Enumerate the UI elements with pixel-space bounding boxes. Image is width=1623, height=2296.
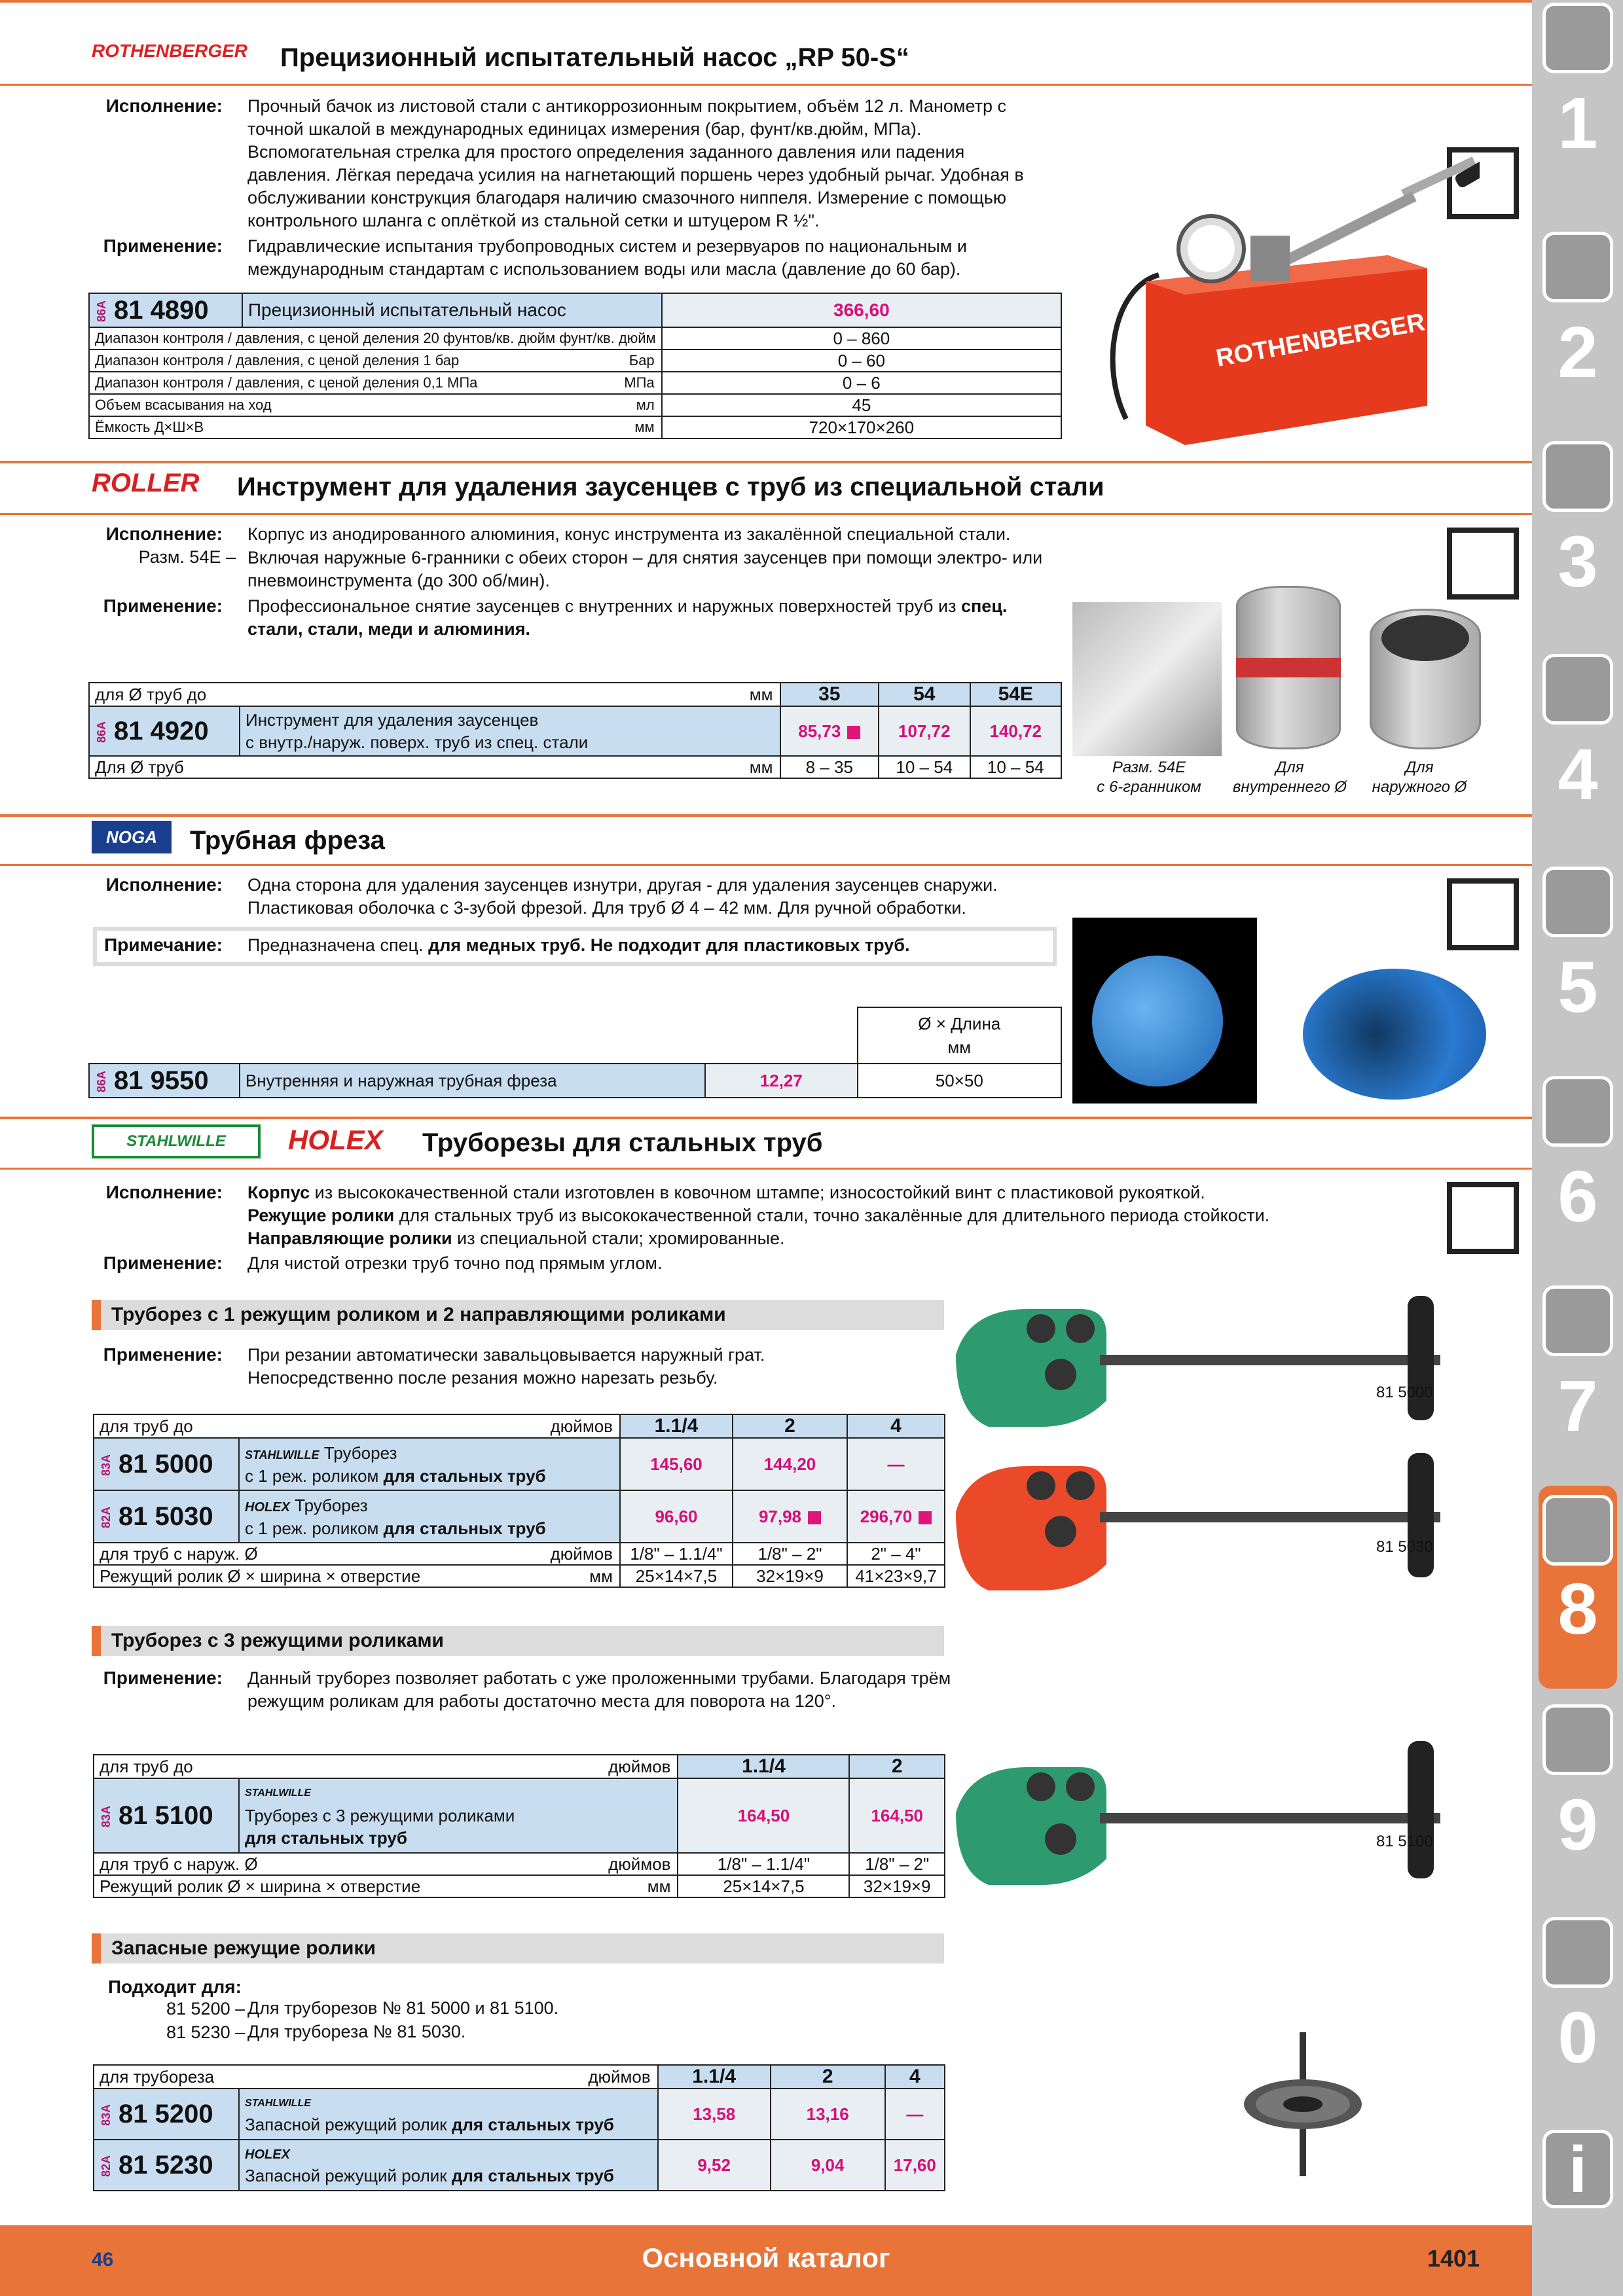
- cabinet-icon: [1542, 1704, 1613, 1775]
- sub2-app-text: Данный труборез позволяет работать с уже проложенными трубами. Благодаря трём режущим роликам для работы достаточно места для поворота на 120°.: [247, 1668, 951, 1711]
- section-title-deburr: Инструмент для удаления заусенцев с труб из специальной стали: [237, 473, 1104, 501]
- label-app: Применение:: [103, 1253, 223, 1273]
- fit-code-2: 81 5230 –: [166, 2022, 246, 2042]
- caliper-icon: [1542, 654, 1613, 725]
- chapter-tab-8[interactable]: 8: [1539, 1486, 1617, 1689]
- cutters-table-3: для трубореза дюймов 1.1/4 2 4 83A 81 5200 STAHLWILLE Запасной режущий ролик для стальных труб 13,58 13,16 — 82A 81 5230 HOLEX Запасной режущий ролик для стальных труб 9,52 9,04 17,60: [93, 2064, 945, 2191]
- cutters-exec-text: Корпус из высококачественной стали изготовлен в ковочном штампе; износостойкий винт с пластиковой рукояткой. Режущие ролики для стальных труб из высококачественной стали, точно закалённые для длительного периода стойкости. Направляющие ролики из специальной стали; хромированные.: [247, 1183, 1270, 1248]
- sub1-app-text: При резании автоматически завальцовывается наружный грат. Непосредственно после резания можно нарезать резьбу.: [247, 1345, 765, 1388]
- noga-logo: NOGA: [92, 821, 172, 853]
- image-code-815000: 81 5000: [1376, 1384, 1433, 1401]
- subsection-title-1: Труборез с 1 режущим роликом и 2 направляющими роликами: [92, 1300, 944, 1330]
- label-exec: Исполнение:: [105, 524, 223, 544]
- label-app: Применение:: [103, 596, 223, 616]
- svg-text:ROTHENBERGER: ROTHENBERGER: [1214, 308, 1427, 372]
- chapter-tab-3[interactable]: 3: [1539, 439, 1617, 641]
- fit-label: Подходит для:: [108, 1977, 242, 1997]
- image-code-815030: 81 5030: [1376, 1538, 1433, 1556]
- chapter-tab-5[interactable]: 5: [1539, 864, 1617, 1067]
- fit-text-1: Для труборезов № 81 5000 и 81 5100.: [247, 1998, 559, 2018]
- pipe-cutter-3-rollers-image: [949, 1734, 1506, 1905]
- stahlwille-logo: STAHLWILLE: [92, 1124, 261, 1158]
- reamer-note-text: Предназначена спец. для медных труб. Не подходит для пластиковых труб.: [247, 935, 910, 955]
- deburr-size-text: Включая наружные 6-гранники с обеих сторон – для снятия заусенцев при помощи электро- или пневмоинструмента (до 300 об/мин).: [247, 548, 1043, 590]
- cutters-app-text: Для чистой отрезки труб точно под прямым углом.: [247, 1253, 663, 1273]
- label-note: Примечание:: [104, 935, 223, 955]
- cutters-table-1: для труб до дюймов 1.1/4 2 4 83A 81 5000 STAHLWILLE Труборез с 1 реж. роликом для стальных труб 145,60 144,20 — 82A 81 5030 HOLEX Труборез с 1 реж. роликом для стальных труб 96,60 97,98 296,70 для труб с наруж. Ø дюймов 1/8" – 1.1/4" 1/8" – 2" 2" – 4" Режущий ролик Ø × ширина × отверстие мм 25×14×7,5 32×19×9 41×23×9,7: [93, 1414, 945, 1588]
- chapter-tab-0[interactable]: 0: [1539, 1914, 1617, 2117]
- label-app: Применение:: [103, 1344, 223, 1365]
- section-title-reamer: Трубная фреза: [190, 826, 385, 855]
- caption-external: Для наружного Ø: [1372, 759, 1467, 796]
- chapter-tab-6[interactable]: 6: [1539, 1073, 1617, 1276]
- fit-text-2: Для трубореза № 81 5030.: [247, 2022, 466, 2041]
- chapter-tab-4[interactable]: 4: [1539, 651, 1617, 854]
- section-title-cutters: Труборезы для стальных труб: [422, 1128, 823, 1157]
- chapter-tab-7[interactable]: 7: [1539, 1283, 1617, 1486]
- chapter-tab-1[interactable]: 1: [1539, 0, 1617, 203]
- reamer-table: Ø × Длина мм 86A 81 9550 Внутренняя и наружная трубная фреза 12,27 50×50: [88, 1007, 1062, 1098]
- wrench-screwdriver-icon: [1542, 1076, 1613, 1147]
- reamer-image-2: [1303, 969, 1486, 1100]
- page-number-right: 1401: [1427, 2245, 1480, 2272]
- tool-holder-icon: [1542, 441, 1613, 512]
- pump-exec-text: Прочный бачок из листовой стали с антикоррозионным покрытием, объём 12 л. Манометр с точной шкалой в международных единицах измерения (бар, фунт/кв.дюйм, МПа). Вспомогательная стрелка для простого определения заданного давления или падения давления. Лёгкая передача усилия на нагнетающий поршень через удобный рычаг. Удобная в обслуживании конструкция благодаря наличию смазочного ниппеля. Измерение с помощью контрольного шланга с оплёткой из стальной сетки и штуцером R ½".: [247, 96, 1024, 230]
- rothenberger-logo: ROTHENBERGER: [92, 41, 248, 61]
- pump-app-text: Гидравлические испытания трубопроводных систем и резервуаров по национальным и международным стандартам с использованием воды или масла (давление до 60 бар).: [247, 236, 967, 279]
- image-code-815100: 81 5100: [1376, 1833, 1433, 1850]
- reamer-exec-text: Одна сторона для удаления заусенцев изнутри, другая - для удаления заусенцев снаружи. Пластиковая оболочка с 3-зубой фрезой. Для труб Ø 4 – 42 мм. Для ручной обработки.: [247, 875, 998, 918]
- subsection-title-3: Запасные режущие ролики: [92, 1933, 944, 1964]
- footer-title: Основной каталог: [642, 2242, 890, 2273]
- workshop-tools-icon: [1542, 1495, 1613, 1566]
- subsection-title-2: Труборез с 3 режущими роликами: [92, 1626, 944, 1656]
- qr-code[interactable]: [1447, 1182, 1519, 1254]
- insert-icon: [1542, 232, 1613, 302]
- chapter-tab-info[interactable]: i: [1539, 2127, 1617, 2296]
- pump-table: 86A 81 4890 Прецизионный испытательный насос 366,60 Диапазон контроля / давления, с ценой деления 20 фунтов/кв. дюйм фунт/кв. дюйм 0 – 860 Диапазон контроля / давления, с ценой деления 1 бар Бар 0 – 60 Диапазон контроля / давления, с ценой деления 0,1 МПа МПа 0 – 6 Объем всасывания на ход мл 45 Ёмкость Д×Ш×В мм 720×170×260: [88, 293, 1062, 439]
- pipe-cutter-red-image: [949, 1440, 1506, 1610]
- qr-code[interactable]: [1447, 878, 1519, 950]
- caption-internal: Для внутреннего Ø: [1232, 759, 1347, 796]
- chapter-tab-9[interactable]: 9: [1539, 1702, 1617, 1905]
- label-exec: Исполнение:: [105, 1182, 223, 1202]
- chapter-tab-2[interactable]: 2: [1539, 229, 1617, 432]
- product-name: Прецизионный испытательный насос: [242, 293, 662, 327]
- spare-roller-image: [1237, 2032, 1368, 2176]
- label-app: Применение:: [103, 236, 223, 256]
- product-price: 366,60: [662, 293, 1061, 327]
- pipe-cutter-green-image: [949, 1283, 1506, 1446]
- deburr-exec-text: Корпус из анодированного алюминия, конус инструмента из закалённой специальной стали.: [247, 524, 1011, 544]
- drill-icon: [1542, 3, 1613, 73]
- qr-code[interactable]: [1447, 528, 1519, 600]
- pump-image: [1087, 92, 1480, 458]
- hammer-pliers-icon: [1542, 1285, 1613, 1356]
- label-exec: Исполнение:: [105, 874, 223, 895]
- page-number-left: 46: [92, 2249, 114, 2270]
- deburr-image-1: [1072, 602, 1222, 756]
- caption-54e: Разм. 54E с 6-гранником: [1097, 759, 1201, 796]
- label-exec: Исполнение:: [105, 96, 223, 116]
- roller-logo: ROLLER: [92, 469, 200, 497]
- deburr-table: для Ø труб до мм 35 54 54E 86A 81 4920 Инструмент для удаления заусенцев с внутр./наруж. поверх. труб из спец. стали 85,73 107,72 140,72 Для Ø труб мм 8 – 35 10 – 54 10 – 54: [88, 682, 1062, 779]
- saw-blade-icon: [1542, 867, 1613, 937]
- label-size: Разм. 54E –: [138, 547, 236, 567]
- cutters-table-2: для труб до дюймов 1.1/4 2 83A 81 5100 STAHLWILLE Труборез с 3 режущими роликами для стальных труб 164,50 164,50 для труб с наруж. Ø дюймов 1/8" – 1.1/4" 1/8" – 2" Режущий ролик Ø × ширина × отверстие мм 25×14×7,5 32×19×9: [93, 1754, 945, 1898]
- section-title-pump: Прецизионный испытательный насос „RP 50-S“: [280, 43, 909, 72]
- fit-code-1: 81 5200 –: [166, 1999, 246, 2018]
- label-app: Применение:: [103, 1668, 223, 1688]
- product-code: 81 4890: [114, 295, 209, 325]
- holex-logo: HOLEX: [288, 1124, 383, 1155]
- safety-icon: [1542, 1917, 1613, 1988]
- deburr-app-text: Профессиональное снятие заусенцев с внутренних и наружных поверхностей труб из спец. стали, стали, меди и алюминия.: [247, 596, 1008, 639]
